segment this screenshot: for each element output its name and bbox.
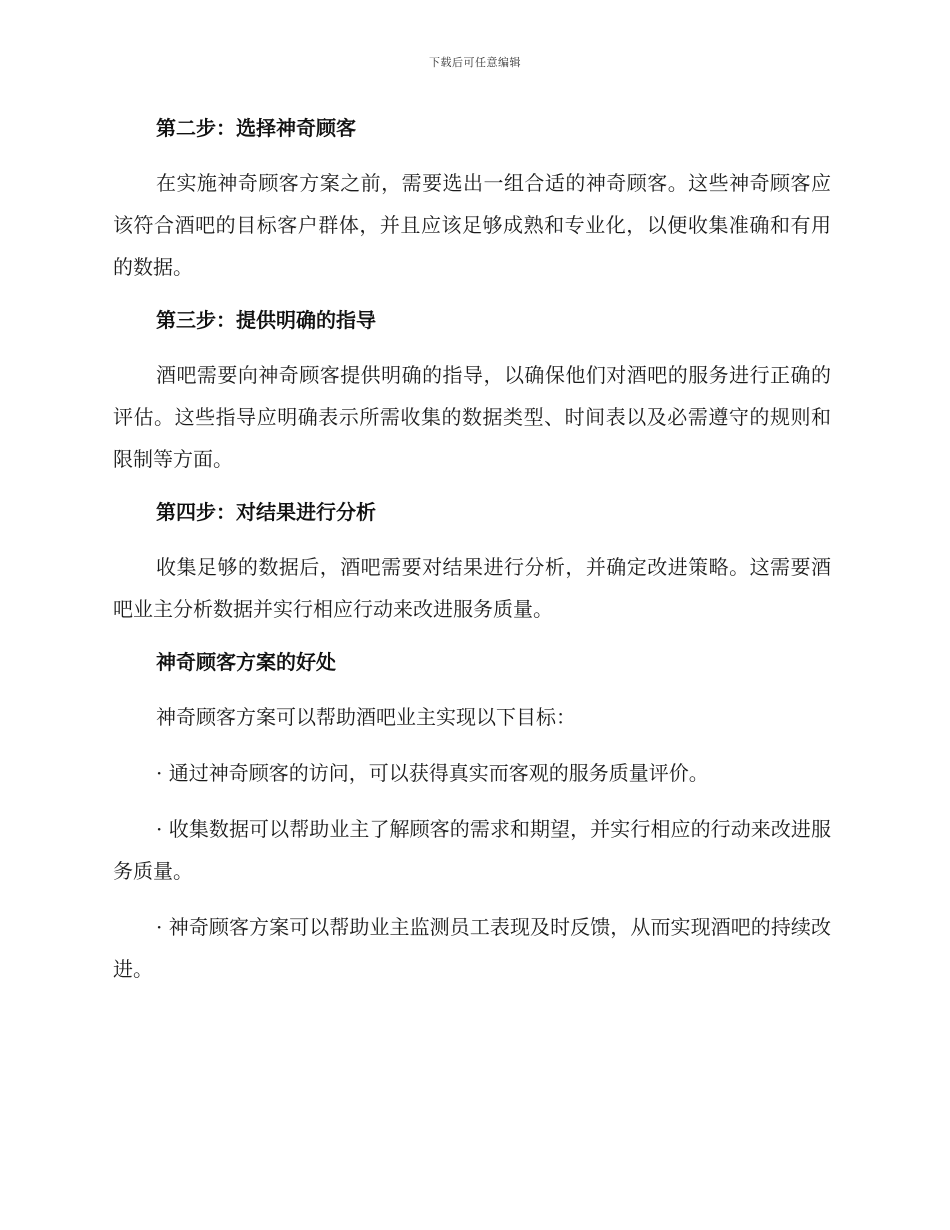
paragraph: 收集足够的数据后，酒吧需要对结果进行分析，并确定改进策略。这需要酒吧业主分析数据并实行相应行动来改进服务质量。 [113, 555, 831, 621]
section-step-three [113, 302, 831, 480]
paragraph: 酒吧需要向神奇顾客提供明确的指导，以确保他们对酒吧的服务进行正确的评估。这些指导应明确表示所需收集的数据类型、时间表以及必需遵守的规则和限制等方面。 [113, 363, 831, 471]
section-step-four [113, 494, 831, 630]
bullet-item: · 收集数据可以帮助业主了解顾客的需求和期望，并实行相应的行动来改进服务质量。 [113, 817, 831, 883]
section-step-two [113, 110, 831, 288]
paragraph: 在实施神奇顾客方案之前，需要选出一组合适的神奇顾客。这些神奇顾客应该符合酒吧的目标客户群体，并且应该足够成熟和专业化，以便收集准确和有用的数据。 [113, 171, 831, 279]
section-benefits [113, 644, 831, 990]
section-heading: 第二步：选择神奇顾客 [156, 116, 356, 140]
page-header: 下载后可任意编辑 [429, 56, 521, 69]
section-heading: 第四步：对结果进行分析 [156, 500, 376, 524]
bullet-item: · 神奇顾客方案可以帮助业主监测员工表现及时反馈，从而实现酒吧的持续改进。 [113, 915, 831, 981]
paragraph: 神奇顾客方案可以帮助酒吧业主实现以下目标： [156, 705, 576, 729]
section-heading: 第三步：提供明确的指导 [156, 308, 376, 332]
document-body [113, 110, 831, 1004]
bullet-item: · 通过神奇顾客的访问，可以获得真实而客观的服务质量评价。 [156, 761, 709, 785]
section-heading: 神奇顾客方案的好处 [156, 650, 336, 674]
